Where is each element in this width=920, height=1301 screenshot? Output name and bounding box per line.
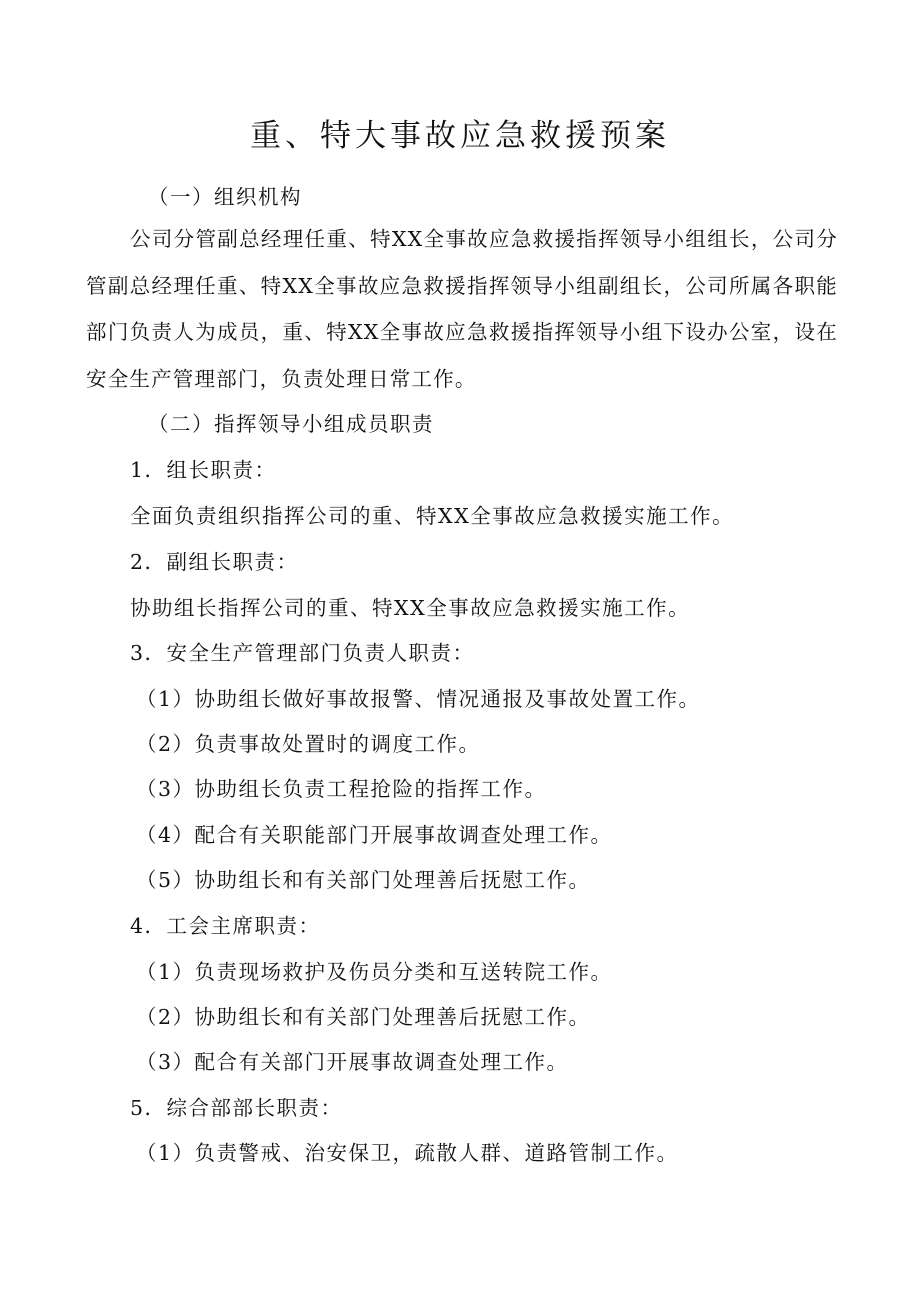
list-item: （1）协助组长做好事故报警、情况通报及事故处置工作。 <box>136 687 701 711</box>
item-heading-safety-dept: 3．安全生产管理部门负责人职责： <box>130 641 475 665</box>
item-heading-union-chair: 4．工会主席职责： <box>130 914 321 938</box>
list-item: （3）配合有关部门开展事故调查处理工作。 <box>136 1050 569 1074</box>
document-title: 重、特大事故应急救援预案 <box>250 118 670 154</box>
list-item: （2）负责事故处置时的调度工作。 <box>136 732 481 756</box>
item-heading-deputy-leader: 2．副组长职责： <box>130 550 299 574</box>
list-item: （1）负责警戒、治安保卫，疏散人群、道路管制工作。 <box>136 1141 679 1165</box>
list-item: （3）协助组长负责工程抢险的指挥工作。 <box>136 777 547 801</box>
list-item: （4）配合有关职能部门开展事故调查处理工作。 <box>136 823 613 847</box>
item-heading-leader: 1．组长职责： <box>130 458 277 482</box>
section-heading-duties: （二）指挥领导小组成员职责 <box>148 412 434 436</box>
section-heading-organization: （一）组织机构 <box>148 185 302 209</box>
item-heading-general-dept: 5．综合部部长职责： <box>130 1096 343 1120</box>
list-item: （5）协助组长和有关部门处理善后抚慰工作。 <box>136 868 591 892</box>
organization-paragraph: 公司分管副总经理任重、特XX全事故应急救援指挥领导小组组长，公司分管副总经理任重、特XX全事故应急救援指挥领导小组副组长，公司所属各职能部门负责人为成员，重、特XX全事故应急救援指挥领导小组下设办公室，设在安全生产管理部门，负责处理日常工作。 <box>86 227 838 392</box>
list-item: （1）负责现场救护及伤员分类和互送转院工作。 <box>136 960 613 984</box>
list-item: （2）协助组长和有关部门处理善后抚慰工作。 <box>136 1005 591 1029</box>
item-text-leader: 全面负责组织指挥公司的重、特XX全事故应急救援实施工作。 <box>130 504 735 528</box>
item-text-deputy-leader: 协助组长指挥公司的重、特XX全事故应急救援实施工作。 <box>130 596 691 620</box>
